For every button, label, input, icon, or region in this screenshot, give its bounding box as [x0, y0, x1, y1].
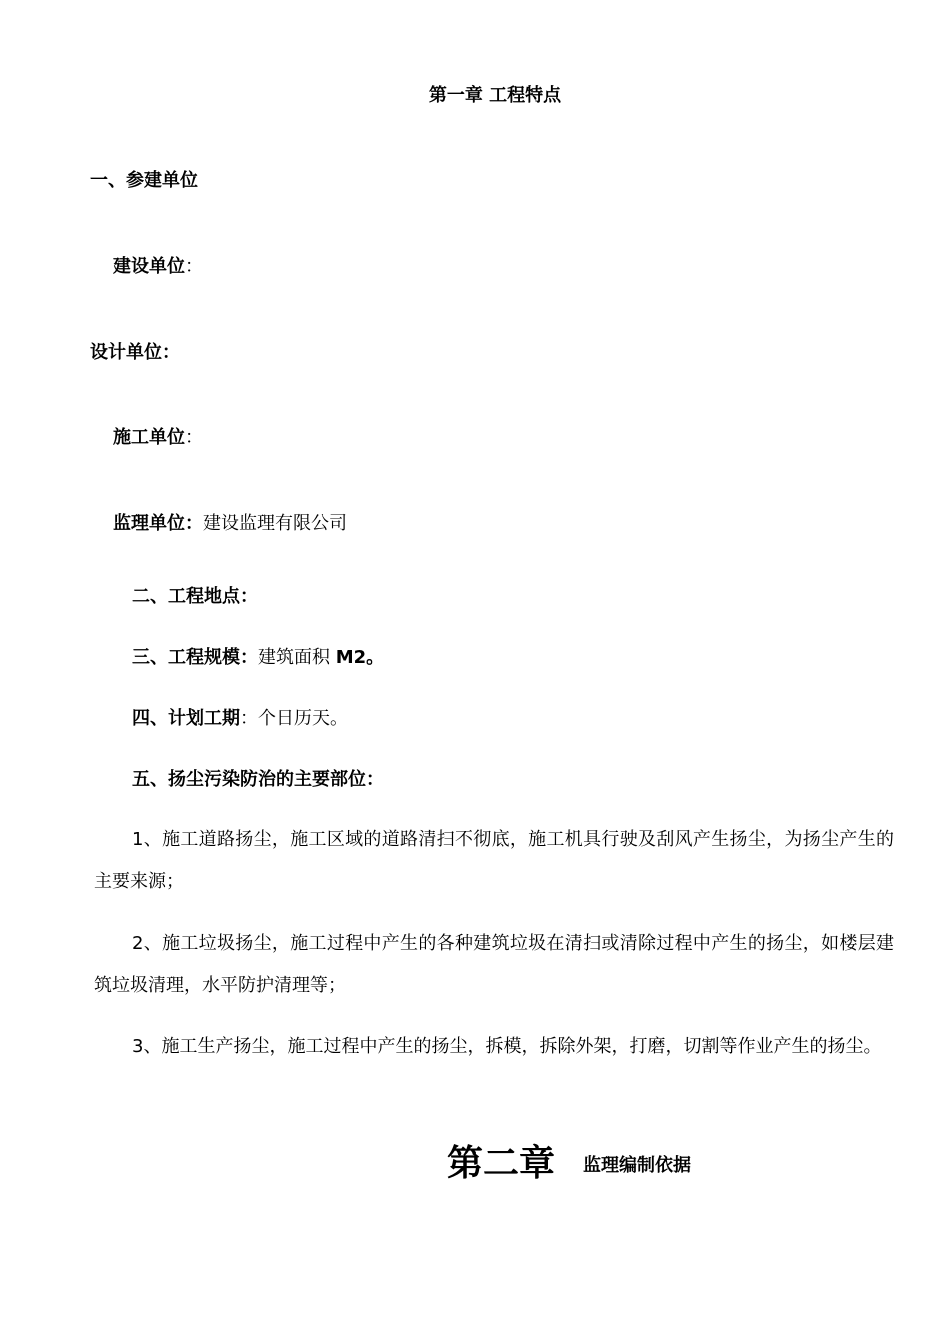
- section-5-item: 1、施工道路扬尘，施工区域的道路清扫不彻底，施工机具行驶及刮风产生扬尘，为扬尘产生的主要来源；: [94, 829, 894, 892]
- construction-unit-label: 建设单位: [113, 256, 185, 277]
- supervision-unit-value: 建设监理有限公司: [203, 513, 347, 534]
- builder-unit-colon: ：: [185, 427, 203, 448]
- chapter-1-title: 第一章 工程特点: [428, 85, 562, 106]
- construction-unit-colon: ：: [185, 256, 203, 277]
- section-3-value-suffix: 。: [366, 647, 385, 668]
- construction-unit-row: [113, 255, 203, 279]
- section-3-heading: 三、工程规模：: [132, 647, 258, 668]
- section-3-value-unit: M2: [335, 647, 367, 668]
- chapter-2-title: [447, 1142, 691, 1186]
- section-5-item: 3、施工生产扬尘，施工过程中产生的扬尘，拆模，拆除外架，打磨，切割等作业产生的扬尘。: [132, 1036, 882, 1057]
- supervision-unit-row: [113, 512, 347, 536]
- section-4-row: [132, 707, 348, 731]
- design-unit-label: 设计单位：: [90, 342, 180, 363]
- section-4-heading: 四、计划工期: [132, 708, 240, 729]
- section-2-heading: 二、工程地点：: [132, 586, 258, 607]
- builder-unit-label: 施工单位: [113, 427, 185, 448]
- section-3-row: [132, 646, 384, 670]
- section-4-colon: ：: [240, 708, 258, 729]
- chapter-2-number: 第二章: [447, 1143, 556, 1184]
- chapter-2-subtitle: 监理编制依据: [583, 1155, 692, 1176]
- section-5-item: 2、施工垃圾扬尘，施工过程中产生的各种建筑垃圾在清扫或清除过程中产生的扬尘，如楼层建筑垃圾清理，水平防护清理等；: [94, 933, 894, 996]
- section-1-heading: 一、参建单位: [90, 170, 198, 191]
- builder-unit-row: [113, 426, 203, 450]
- section-3-value-prefix: 建筑面积: [258, 647, 336, 668]
- section-4-value: 个日历天。: [258, 708, 348, 729]
- section-5-heading: 五、扬尘污染防治的主要部位：: [132, 769, 384, 790]
- supervision-unit-label: 监理单位：: [113, 513, 203, 534]
